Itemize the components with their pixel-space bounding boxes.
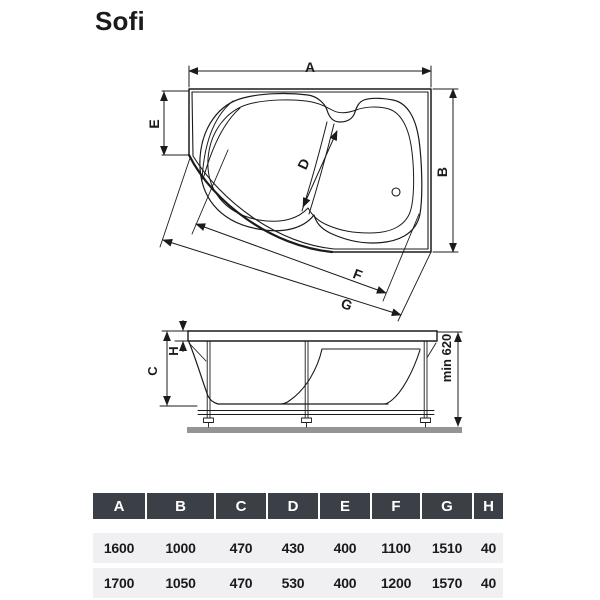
dim-label-f: F — [350, 265, 365, 284]
tub-rim-contour — [200, 94, 422, 243]
dim-c-lines — [160, 331, 197, 406]
dim-label-e: E — [146, 119, 162, 129]
table-cell: 1700 — [103, 575, 135, 591]
table-cell: 470 — [229, 540, 253, 556]
table-header-cell-f: F — [372, 493, 420, 519]
bowl-right-wall — [384, 350, 420, 404]
dim-label-d: D — [294, 155, 313, 172]
dimensions-table — [93, 493, 503, 598]
dim-label-a: A — [304, 59, 316, 75]
armrest-curve-2 — [204, 108, 240, 176]
dim-label-h: H — [166, 346, 181, 356]
table-cell: 40 — [480, 575, 497, 591]
table-cell: 1570 — [431, 575, 463, 591]
seat-edge-line-2 — [309, 124, 334, 214]
tub-front-apron-curve — [189, 155, 332, 252]
top-view — [146, 59, 458, 321]
table-header-cell-g: G — [422, 493, 472, 519]
ground-line — [187, 427, 462, 433]
table-header-cell-h: H — [474, 493, 503, 519]
table-cell: 40 — [480, 540, 497, 556]
table-header-row — [93, 493, 503, 519]
dim-label-b: B — [434, 166, 450, 178]
table-header-cell-c: C — [216, 493, 266, 519]
table-cell: 1510 — [431, 540, 463, 556]
table-header-cell-e: E — [320, 493, 370, 519]
table-header-cell-d: D — [268, 493, 318, 519]
table-cell: 1050 — [165, 575, 196, 591]
table-cell: 1200 — [380, 575, 412, 591]
side-view — [145, 321, 462, 434]
adjustable-feet — [204, 418, 431, 427]
table-cell: 400 — [333, 540, 357, 556]
seat-profile-curve — [280, 349, 322, 404]
dim-e-lines — [162, 91, 188, 155]
apron-left-profile — [189, 342, 218, 404]
table-cell: 470 — [229, 575, 253, 591]
table-cell: 1000 — [165, 540, 196, 556]
table-row — [93, 568, 503, 598]
frame-rails — [198, 411, 434, 415]
product-title: Sofi — [95, 6, 145, 36]
dim-label-c: C — [145, 366, 160, 376]
table-row — [93, 533, 503, 563]
table-cell: 1100 — [381, 540, 411, 556]
table-cell: 1600 — [103, 540, 135, 556]
dim-label-g: G — [338, 294, 355, 314]
table-header-cell-a: A — [93, 493, 145, 519]
table-cell: 400 — [333, 575, 357, 591]
table-header-cell-b: B — [147, 493, 214, 519]
overflow-hole — [392, 188, 400, 196]
frame-legs — [189, 341, 436, 418]
deck-bar — [188, 331, 437, 341]
table-cell: 430 — [281, 540, 305, 556]
dim-label-min-height: min 620 — [439, 333, 454, 383]
tub-outer-outline — [189, 89, 431, 252]
table-cell: 530 — [281, 575, 305, 591]
